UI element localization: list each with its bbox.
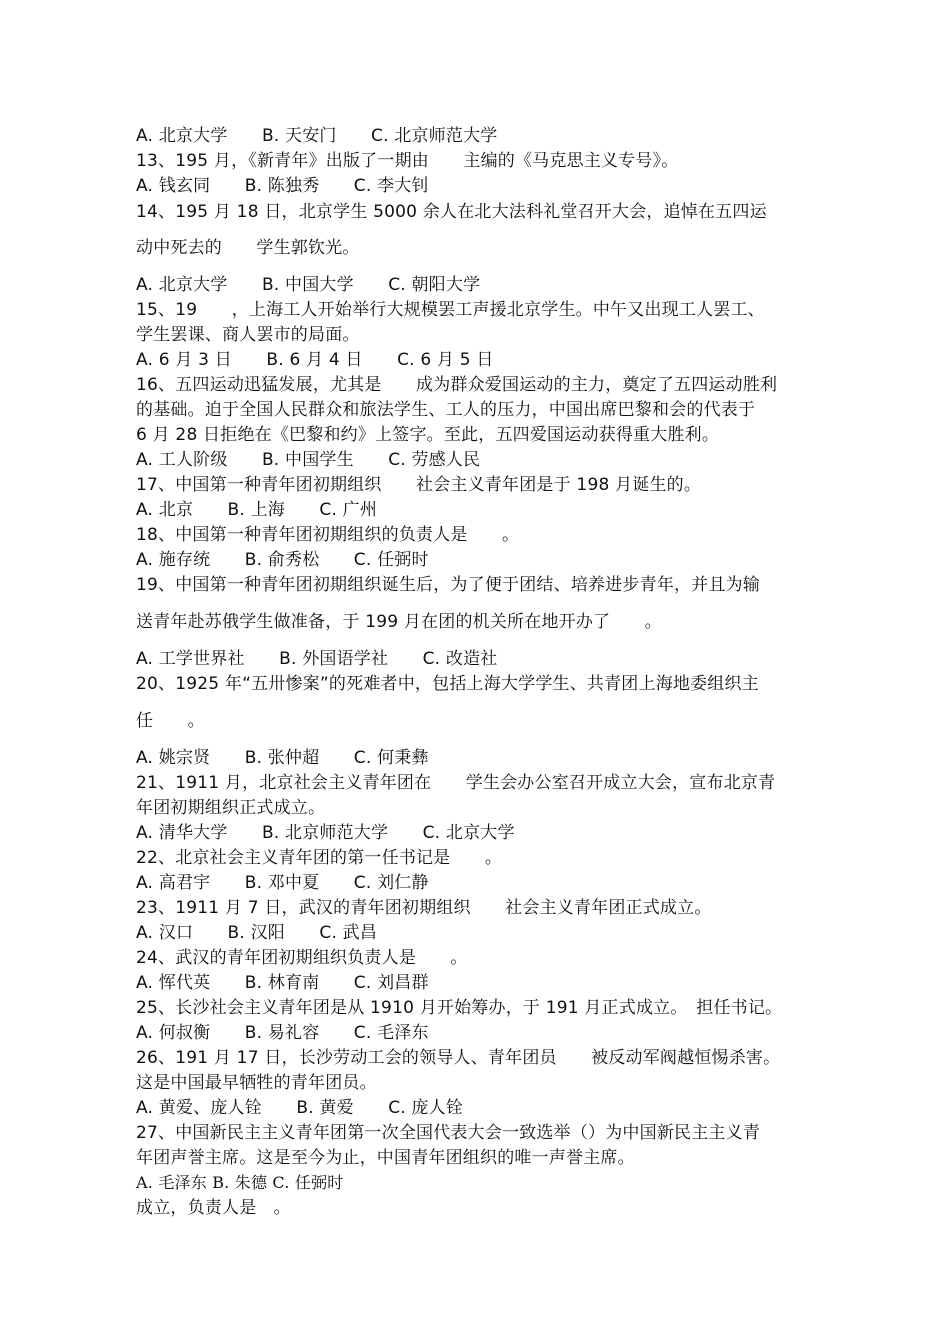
question-20-line-1: 20、1925 年“五卅惨案”的死难者中，包括上海大学学生、共青团上海地委组织主	[136, 674, 759, 694]
question-16-line-3: 6 月 28 日拒绝在《巴黎和约》上签字。至此，五四爱国运动获得重大胜利。	[136, 425, 720, 445]
question-19-line-2: 送青年赴苏俄学生做准备，于 199 月在团的机关所在地开办了 。	[136, 612, 662, 632]
answer-options-q13: A. 钱玄同 B. 陈独秀 C. 李大钊	[136, 176, 429, 196]
answer-options-q19: A. 工学世界社 B. 外国语学社 C. 改造社	[136, 649, 498, 669]
answer-options-q16: A. 工人阶级 B. 中国学生 C. 劳感人民	[136, 450, 481, 470]
question-27-line-1: 27、中国新民主主义青年团第一次全国代表大会一致选举（）为中国新民主主义青	[136, 1123, 761, 1143]
question-22: 22、北京社会主义青年团的第一任书记是 。	[136, 848, 503, 868]
answer-options-q22: A. 高君宇 B. 邓中夏 C. 刘仁静	[136, 873, 429, 893]
answer-options-q21: A. 清华大学 B. 北京师范大学 C. 北京大学	[136, 823, 515, 843]
answer-options-q25: A. 何叔衡 B. 易礼容 C. 毛泽东	[136, 1023, 429, 1043]
answer-options-q27: A. 毛泽东 B. 朱德 C. 任弼时	[136, 1173, 344, 1192]
trailing-line: 成立，负责人是 。	[136, 1198, 291, 1218]
answer-options-q24: A. 恽代英 B. 林育南 C. 刘昌群	[136, 973, 429, 993]
question-27-line-2: 年团声誉主席。这是至今为止，中国青年团组织的唯一声誉主席。	[136, 1148, 635, 1168]
question-20-line-2: 任 。	[136, 711, 205, 731]
question-14-line-2: 动中死去的 学生郭钦光。	[136, 238, 360, 258]
question-23: 23、1911 月 7 日，武汉的青年团初期组织 社会主义青年团正式成立。	[136, 898, 712, 918]
answer-options-q14: A. 北京大学 B. 中国大学 C. 朝阳大学	[136, 275, 481, 295]
question-14-line-1: 14、195 月 18 日，北京学生 5000 余人在北大法科礼堂召开大会，追悼在五四运	[136, 202, 767, 222]
question-15-line-1: 15、19 ，上海工人开始举行大规模罢工声援北京学生。中午又出现工人罢工、	[136, 300, 765, 320]
answer-options-q18: A. 施存统 B. 俞秀松 C. 任弼时	[136, 550, 429, 570]
question-15-line-2: 学生罢课、商人罢市的局面。	[136, 325, 360, 345]
answer-options-q23: A. 汉口 B. 汉阳 C. 武昌	[136, 923, 378, 943]
question-19-line-1: 19、中国第一种青年团初期组织诞生后，为了便于团结、培养进步青年，并且为输	[136, 575, 761, 595]
question-18: 18、中国第一种青年团初期组织的负责人是 。	[136, 525, 520, 545]
question-21-line-2: 年团初期组织正式成立。	[136, 798, 326, 818]
question-16-line-2: 的基础。迫于全国人民群众和旅法学生、工人的压力，中国出席巴黎和会的代表于	[136, 400, 756, 420]
answer-options-q15: A. 6 月 3 日 B. 6 月 4 日 C. 6 月 5 日	[136, 350, 494, 370]
question-13: 13、195 月，《新青年》出版了一期由 主编的《马克思主义专号》。	[136, 151, 679, 171]
question-25: 25、长沙社会主义青年团是从 1910 月开始筹办，于 191 月正式成立。 担任书记。	[136, 998, 783, 1018]
question-26-line-1: 26、191 月 17 日，长沙劳动工会的领导人、青年团员 被反动军阀越恒惕杀害。	[136, 1048, 781, 1068]
question-24: 24、武汉的青年团初期组织负责人是 。	[136, 948, 468, 968]
answer-options-q17: A. 北京 B. 上海 C. 广州	[136, 500, 378, 520]
question-17: 17、中国第一种青年团初期组织 社会主义青年团是于 198 月诞生的。	[136, 475, 702, 495]
question-21-line-1: 21、1911 月，北京社会主义青年团在 学生会办公室召开成立大会，宣布北京青	[136, 773, 776, 793]
question-26-line-2: 这是中国最早牺牲的青年团员。	[136, 1073, 377, 1093]
answer-options-q26: A. 黄爱、庞人铨 B. 黄爱 C. 庞人铨	[136, 1098, 464, 1118]
answer-options-q12: A. 北京大学 B. 天安门 C. 北京师范大学	[136, 126, 498, 146]
answer-options-q20: A. 姚宗贤 B. 张仲超 C. 何秉彝	[136, 748, 429, 768]
question-16-line-1: 16、五四运动迅猛发展，尤其是 成为群众爱国运动的主力，奠定了五四运动胜利	[136, 375, 778, 395]
